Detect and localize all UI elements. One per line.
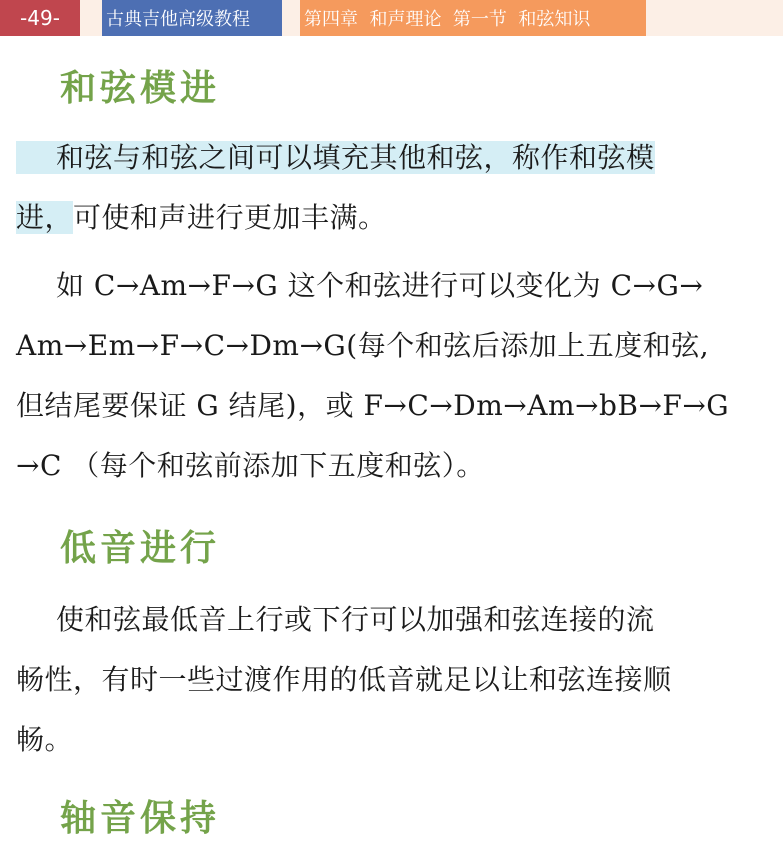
chapter-breadcrumb: 第四章 和声理论 第一节 和弦知识 <box>300 0 646 36</box>
paragraph-bass-progression <box>16 590 768 770</box>
page-number: -49- <box>0 0 80 36</box>
page-header <box>0 0 783 36</box>
text-line: 畅。 <box>16 723 74 756</box>
section-heading-pedal-tone: 轴音保持 <box>60 798 221 839</box>
paragraph-chord-progression-example <box>16 256 768 496</box>
paragraph-chord-progression-definition <box>16 128 768 248</box>
section-heading-bass-progression: 低音进行 <box>60 528 221 569</box>
book-title: 古典吉他高级教程 <box>102 0 282 36</box>
text-line: 但结尾要保证 G 结尾)，或 F→C→Dm→Am→bB→F→G <box>16 389 730 422</box>
section-heading-chord-progression: 和弦模进 <box>60 68 221 109</box>
text-line: 如 C→Am→F→G 这个和弦进行可以变化为 C→G→ <box>56 269 704 302</box>
text-line: Am→Em→F→C→Dm→G(每个和弦后添加上五度和弦, <box>16 329 710 362</box>
text-line: 使和弦最低音上行或下行可以加强和弦连接的流 <box>56 603 655 636</box>
highlighted-text: 和弦与和弦之间可以填充其他和弦，称作和弦模 <box>16 141 655 174</box>
text-line: 可使和声进行更加丰满。 <box>73 201 387 234</box>
highlighted-text: 进， <box>16 201 74 234</box>
text-line: 畅性，有时一些过渡作用的低音就足以让和弦连接顺 <box>16 663 672 696</box>
text-line: →C （每个和弦前添加下五度和弦）。 <box>16 449 485 482</box>
